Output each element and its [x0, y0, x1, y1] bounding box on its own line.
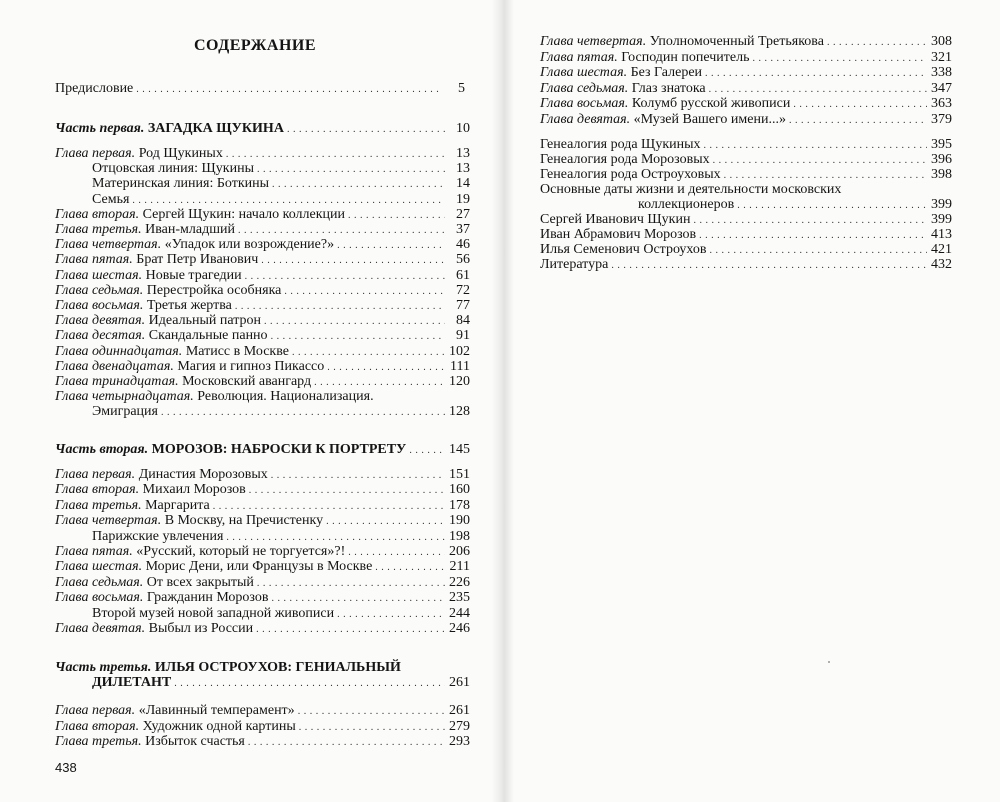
dot-leader [704, 137, 927, 153]
chapter-label: Глава четвертая. [55, 513, 162, 529]
toc-part-1[interactable] [55, 121, 470, 137]
dot-leader [257, 161, 445, 177]
dot-leader [699, 227, 927, 243]
dot-leader [264, 313, 445, 329]
toc-chapter[interactable] [55, 252, 470, 268]
entry-title: Предисловие [55, 81, 134, 96]
entry-page: 13 [456, 161, 470, 177]
toc-part-3[interactable] [55, 660, 401, 675]
dot-leader [327, 359, 445, 375]
chapter-label: Глава третья. [55, 222, 142, 237]
entry-page: 72 [456, 282, 470, 298]
chapter-label: Глава одиннадцатая. [55, 343, 183, 359]
toc-chapter[interactable] [55, 719, 470, 735]
dot-leader [693, 212, 927, 228]
dot-leader [226, 529, 445, 545]
toc-chapter[interactable] [540, 112, 952, 128]
entry-page: 206 [449, 544, 470, 559]
toc-chapter[interactable] [92, 606, 470, 622]
entry-page: 77 [456, 298, 470, 313]
chapter-title: Михаил Морозов [142, 482, 246, 498]
chapter-title: «Лавинный темперамент» [138, 703, 295, 718]
entry-page: 211 [449, 559, 470, 575]
chapter-title: Уполномоченный Третьякова [649, 34, 824, 49]
toc-chapter[interactable] [55, 298, 470, 314]
toc-chapter[interactable] [55, 559, 470, 575]
chapter-label: Глава тринадцатая. [55, 374, 179, 389]
entry-page: 399 [931, 197, 952, 212]
entry-page: 19 [456, 191, 470, 207]
chapter-title: Иван Абрамович Морозов [540, 227, 697, 242]
chapter-title: Колумб русской живописи [631, 96, 791, 111]
chapter-title: Новые трагедии [145, 267, 242, 283]
dot-leader [248, 734, 445, 750]
chapter-title: Скандальные панно [148, 328, 268, 344]
dot-leader [724, 167, 927, 183]
entry-page: 61 [456, 267, 470, 283]
chapter-label: Глава четвертая. [540, 34, 647, 49]
entry-page: 261 [449, 703, 470, 718]
dot-leader [257, 575, 445, 591]
left-page [0, 0, 492, 802]
chapter-title: Идеальный патрон [148, 313, 261, 329]
entry-page: 235 [449, 590, 470, 606]
toc-chapter[interactable] [55, 374, 470, 390]
part-label: Часть вторая. [55, 442, 149, 457]
part-title-cont: ДИЛЕТАНТ [92, 675, 172, 690]
chapter-label: Глава шестая. [55, 267, 143, 283]
entry-page: 120 [449, 374, 470, 389]
entry-page: 244 [449, 605, 470, 621]
dot-leader [375, 559, 445, 575]
chapter-title: Династия Морозовых [138, 467, 268, 482]
toc-chapter[interactable] [55, 703, 470, 719]
chapter-title: Избыток счастья [145, 734, 245, 749]
chapter-title: Второй музей новой западной живописи [92, 605, 335, 621]
chapter-label: Глава пятая. [55, 544, 133, 559]
toc-chapter[interactable] [55, 283, 470, 299]
chapter-title: Материнская линия: Боткины [92, 176, 270, 192]
toc-chapter[interactable] [55, 237, 470, 253]
entry-page: 14 [456, 176, 470, 192]
toc-chapter-14-cont[interactable] [92, 404, 470, 420]
chapter-title: Господин попечитель [621, 49, 750, 65]
part-label: Часть третья. [55, 660, 152, 675]
chapter-title: Без Галереи [630, 65, 703, 80]
chapter-label: Глава пятая. [540, 49, 618, 65]
toc-chapter[interactable] [55, 207, 470, 223]
chapter-title: «Русский, который не торгуется»?! [136, 544, 346, 559]
dot-leader [793, 96, 927, 112]
toc-entry-preface[interactable] [55, 81, 465, 97]
toc-chapter[interactable] [92, 529, 470, 545]
toc-chapter[interactable] [55, 344, 470, 360]
toc-appendix-entry[interactable] [540, 242, 952, 258]
part-label: Часть первая. [55, 121, 145, 136]
chapter-label: Глава вторая. [55, 718, 140, 734]
chapter-title: Морис Дени, или Французы в Москве [145, 559, 373, 575]
entry-page: 308 [931, 34, 952, 49]
entry-page: 102 [449, 343, 470, 359]
toc-chapter[interactable] [55, 575, 470, 591]
dot-leader [136, 81, 440, 97]
chapter-label: Глава девятая. [55, 313, 146, 329]
toc-chapter[interactable] [92, 192, 470, 208]
toc-part-3-cont[interactable] [92, 675, 470, 691]
book-spine-shadow [492, 0, 514, 802]
chapter-title: Иван-младший [145, 222, 235, 237]
chapter-title: Семья [92, 191, 130, 207]
chapter-label: Глава двенадцатая. [55, 358, 174, 374]
dot-leader [348, 207, 445, 223]
dot-leader [226, 146, 445, 162]
toc-chapter[interactable] [55, 544, 470, 560]
dot-leader [409, 442, 445, 458]
entry-title: Основные даты жизни и деятельности московских [540, 182, 842, 197]
entry-page: 421 [931, 242, 952, 257]
chapter-label: Глава седьмая. [55, 574, 144, 590]
toc-appendix-entry[interactable] [540, 167, 952, 183]
chapter-title: В Москву, на Пречистенку [164, 513, 324, 529]
chapter-label: Глава восьмая. [540, 96, 629, 111]
toc-chapter[interactable] [55, 590, 470, 606]
entry-page: 27 [456, 206, 470, 222]
entry-page: 37 [456, 222, 470, 237]
dot-leader [272, 176, 445, 192]
entry-page: 398 [931, 167, 952, 182]
dot-leader [245, 268, 445, 284]
dot-leader [271, 328, 445, 344]
chapter-title: Художник одной картины [142, 718, 296, 734]
toc-appendix-entry[interactable] [540, 227, 952, 243]
right-page [514, 0, 1000, 802]
toc-chapter[interactable] [540, 50, 952, 66]
chapter-label: Глава десятая. [55, 328, 146, 344]
dot-leader [174, 675, 445, 691]
entry-page: 399 [931, 212, 952, 227]
toc-chapter[interactable] [92, 161, 470, 177]
chapter-title: Гражданин Морозов [146, 590, 269, 606]
entry-page: 151 [449, 467, 470, 482]
chapter-label: Глава восьмая. [55, 298, 144, 313]
toc-appendix-entry[interactable] [540, 137, 952, 153]
dot-leader [284, 283, 445, 299]
dot-leader [238, 222, 445, 238]
entry-page: 5 [458, 81, 465, 96]
chapter-title: «Упадок или возрождение?» [164, 237, 335, 253]
entry-page: 363 [931, 96, 952, 111]
entry-page: 190 [449, 513, 470, 529]
toc-chapter[interactable] [540, 96, 952, 112]
entry-page: 145 [449, 442, 470, 457]
toc-chapter[interactable] [55, 146, 470, 162]
chapter-title: Перестройка особняка [146, 282, 282, 298]
entry-page: 160 [449, 482, 470, 498]
chapter-label: Глава пятая. [55, 252, 133, 268]
toc-chapter[interactable] [92, 176, 470, 192]
dot-leader [709, 81, 927, 97]
entry-page: 226 [449, 574, 470, 590]
toc-chapter[interactable] [540, 34, 952, 50]
dot-leader [713, 152, 927, 168]
dot-leader [292, 344, 445, 360]
chapter-label: Глава третья. [55, 734, 142, 749]
toc-chapter[interactable] [55, 498, 470, 514]
chapter-label: Глава вторая. [55, 482, 140, 498]
entry-page: 379 [931, 111, 952, 127]
chapter-title: Генеалогия рода Остроуховых [540, 167, 721, 182]
dot-leader [314, 374, 445, 390]
dot-leader [710, 242, 927, 258]
chapter-title: Сергей Иванович Щукин [540, 212, 691, 227]
dot-leader [337, 237, 445, 253]
dot-leader [287, 121, 445, 137]
chapter-label: Глава шестая. [55, 559, 143, 575]
chapter-label: Глава первая. [55, 146, 136, 161]
entry-page: 293 [449, 734, 470, 749]
toc-chapter[interactable] [55, 621, 470, 637]
entry-page: 178 [449, 497, 470, 513]
chapter-title: Революция. Национализация. [197, 389, 374, 404]
dot-leader [271, 467, 445, 483]
chapter-label: Глава седьмая. [55, 282, 144, 298]
entry-page: 128 [449, 404, 470, 419]
dot-leader [256, 621, 445, 637]
chapter-title: Илья Семенович Остроухов [540, 242, 707, 257]
entry-page: 111 [450, 358, 470, 374]
toc-chapter[interactable] [55, 359, 470, 375]
entry-page: 13 [456, 146, 470, 161]
chapter-label: Глава вторая. [55, 206, 140, 222]
dot-leader [337, 606, 445, 622]
chapter-label: Глава восьмая. [55, 590, 144, 606]
chapter-title: Маргарита [145, 497, 210, 513]
dot-leader [737, 197, 927, 213]
chapter-title: Род Щукиных [138, 146, 223, 161]
toc-appendix-entry[interactable] [540, 212, 952, 228]
chapter-label: Глава шестая. [540, 65, 628, 80]
entry-page: 56 [456, 252, 470, 268]
speck [828, 661, 830, 663]
chapter-label: Глава девятая. [540, 111, 631, 127]
entry-page: 396 [931, 152, 952, 167]
chapter-title-cont: Эмиграция [92, 404, 158, 419]
entry-page: 338 [931, 65, 952, 80]
dot-leader [213, 498, 445, 514]
chapter-title: Литература [540, 257, 609, 272]
toc-chapter[interactable] [55, 734, 470, 750]
chapter-title: Сергей Щукин: начало коллекции [142, 206, 346, 222]
chapter-label: Глава первая. [55, 467, 136, 482]
chapter-label: Глава девятая. [55, 621, 146, 636]
entry-page: 261 [449, 675, 470, 690]
part-title: ИЛЬЯ ОСТРОУХОВ: ГЕНИАЛЬНЫЙ [154, 660, 401, 675]
page-number: 438 [55, 760, 77, 775]
dot-leader [326, 513, 445, 529]
dot-leader [348, 544, 445, 560]
entry-title-cont: коллекционеров [638, 197, 735, 212]
chapter-title: Московский авангард [182, 374, 312, 389]
entry-page: 321 [931, 49, 952, 65]
toc-chapter[interactable] [55, 313, 470, 329]
dot-leader [271, 590, 445, 606]
toc-chapter[interactable] [55, 222, 470, 238]
chapter-title: Магия и гипноз Пикассо [177, 358, 325, 374]
chapter-title: Генеалогия рода Морозовых [540, 152, 710, 167]
toc-part-2[interactable] [55, 442, 470, 458]
entry-page: 198 [449, 528, 470, 544]
entry-page: 91 [456, 328, 470, 344]
toc-chapter[interactable] [540, 81, 952, 97]
toc-appendix-entry[interactable] [540, 182, 952, 197]
dot-leader [789, 112, 927, 128]
dot-leader [299, 719, 445, 735]
entry-page: 432 [931, 257, 952, 272]
dot-leader [298, 703, 445, 719]
entry-page: 10 [456, 121, 470, 136]
dot-leader [827, 34, 927, 50]
chapter-title: «Музей Вашего имени...» [633, 111, 786, 127]
toc-appendix-entry[interactable] [540, 152, 952, 168]
toc-chapter[interactable] [55, 513, 470, 529]
entry-page: 84 [456, 313, 470, 329]
entry-page: 46 [456, 237, 470, 253]
chapter-label: Глава седьмая. [540, 80, 629, 96]
contents-heading: СОДЕРЖАНИЕ [193, 37, 317, 54]
dot-leader [611, 257, 927, 273]
chapter-title: Матисс в Москве [185, 343, 289, 359]
part-title: ЗАГАДКА ЩУКИНА [147, 121, 284, 136]
dot-leader [753, 50, 928, 66]
dot-leader [249, 482, 445, 498]
dot-leader [132, 192, 445, 208]
toc-appendix-entry[interactable] [540, 257, 952, 273]
dot-leader [161, 404, 445, 420]
chapter-title: Отцовская линия: Щукины [92, 161, 254, 177]
entry-page: 347 [931, 80, 952, 96]
dot-leader [261, 252, 445, 268]
chapter-title: Глаз знатока [631, 80, 706, 96]
chapter-label: Глава четырнадцатая. [55, 389, 194, 404]
toc-chapter[interactable] [55, 467, 470, 483]
part-title: МОРОЗОВ: НАБРОСКИ К ПОРТРЕТУ [151, 442, 407, 457]
chapter-title: Третья жертва [146, 298, 232, 313]
toc-chapter-14[interactable] [55, 389, 470, 404]
chapter-title: Брат Петр Иванович [136, 252, 259, 268]
toc-chapter[interactable] [55, 482, 470, 498]
dot-leader [705, 65, 927, 81]
toc-chapter[interactable] [540, 65, 952, 81]
toc-chapter[interactable] [55, 328, 470, 344]
chapter-title: От всех закрытый [146, 574, 254, 590]
entry-page: 413 [931, 227, 952, 242]
chapter-label: Глава четвертая. [55, 237, 162, 253]
chapter-title: Выбыл из России [148, 621, 254, 636]
chapter-label: Глава первая. [55, 703, 136, 718]
chapter-title: Парижские увлечения [92, 528, 224, 544]
toc-appendix-entry-cont[interactable] [638, 197, 952, 213]
dot-leader [235, 298, 445, 314]
chapter-label: Глава третья. [55, 497, 142, 513]
entry-page: 246 [449, 621, 470, 636]
entry-page: 395 [931, 137, 952, 152]
chapter-title: Генеалогия рода Щукиных [540, 137, 701, 152]
toc-chapter[interactable] [55, 268, 470, 284]
entry-page: 279 [449, 718, 470, 734]
